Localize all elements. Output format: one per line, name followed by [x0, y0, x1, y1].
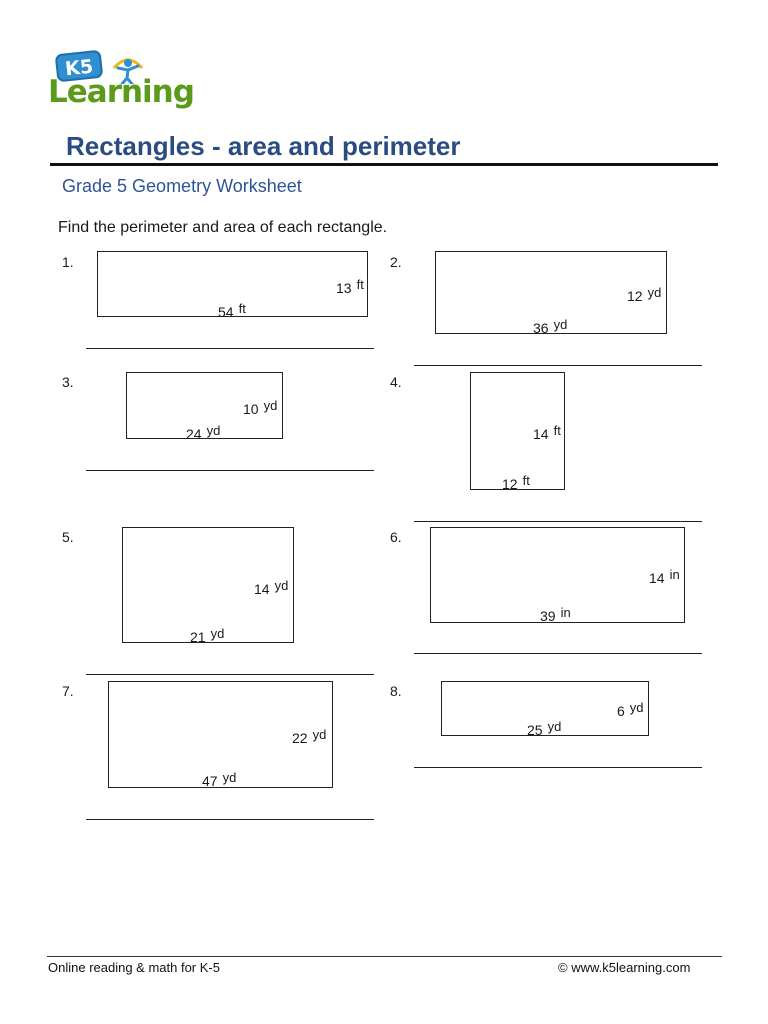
footer-divider: [47, 956, 722, 957]
problem-number: 5.: [62, 529, 74, 545]
width-label: 36 yd: [533, 317, 568, 336]
width-label: 21 yd: [190, 626, 225, 645]
height-label: 14 yd: [254, 578, 289, 597]
logo-wordmark: Learning: [48, 74, 194, 110]
footer-tagline: Online reading & math for K-5: [48, 960, 220, 975]
width-label: 12 ft: [502, 473, 530, 492]
answer-line[interactable]: [86, 348, 374, 349]
footer-website-link[interactable]: © www.k5learning.com: [558, 960, 691, 975]
problem-number: 3.: [62, 374, 74, 390]
problem-number: 1.: [62, 254, 74, 270]
problem-number: 4.: [390, 374, 402, 390]
answer-line[interactable]: [414, 653, 702, 654]
width-label: 54 ft: [218, 301, 246, 320]
problem-number: 8.: [390, 683, 402, 699]
k5-learning-logo: [48, 52, 194, 114]
width-label: 25 yd: [527, 719, 562, 738]
logo-badge: K5: [55, 50, 104, 83]
height-label: 14 ft: [533, 423, 561, 442]
answer-line[interactable]: [414, 767, 702, 768]
height-label: 6 yd: [617, 700, 644, 719]
title-divider: [50, 163, 718, 166]
answer-line[interactable]: [86, 470, 374, 471]
width-label: 24 yd: [186, 423, 221, 442]
answer-line[interactable]: [86, 819, 374, 820]
problem-number: 7.: [62, 683, 74, 699]
answer-line[interactable]: [86, 674, 374, 675]
height-label: 14 in: [649, 567, 680, 586]
answer-line[interactable]: [414, 365, 702, 366]
height-label: 22 yd: [292, 727, 327, 746]
width-label: 39 in: [540, 605, 571, 624]
width-label: 47 yd: [202, 770, 237, 789]
page-title: Rectangles - area and perimeter: [66, 131, 461, 161]
problem-number: 6.: [390, 529, 402, 545]
problem-number: 2.: [390, 254, 402, 270]
height-label: 10 yd: [243, 398, 278, 417]
instructions: Find the perimeter and area of each rectangle.: [58, 219, 388, 236]
height-label: 12 yd: [627, 285, 662, 304]
answer-line[interactable]: [414, 521, 702, 522]
page-subtitle: Grade 5 Geometry Worksheet: [62, 176, 302, 196]
height-label: 13 ft: [336, 277, 364, 296]
